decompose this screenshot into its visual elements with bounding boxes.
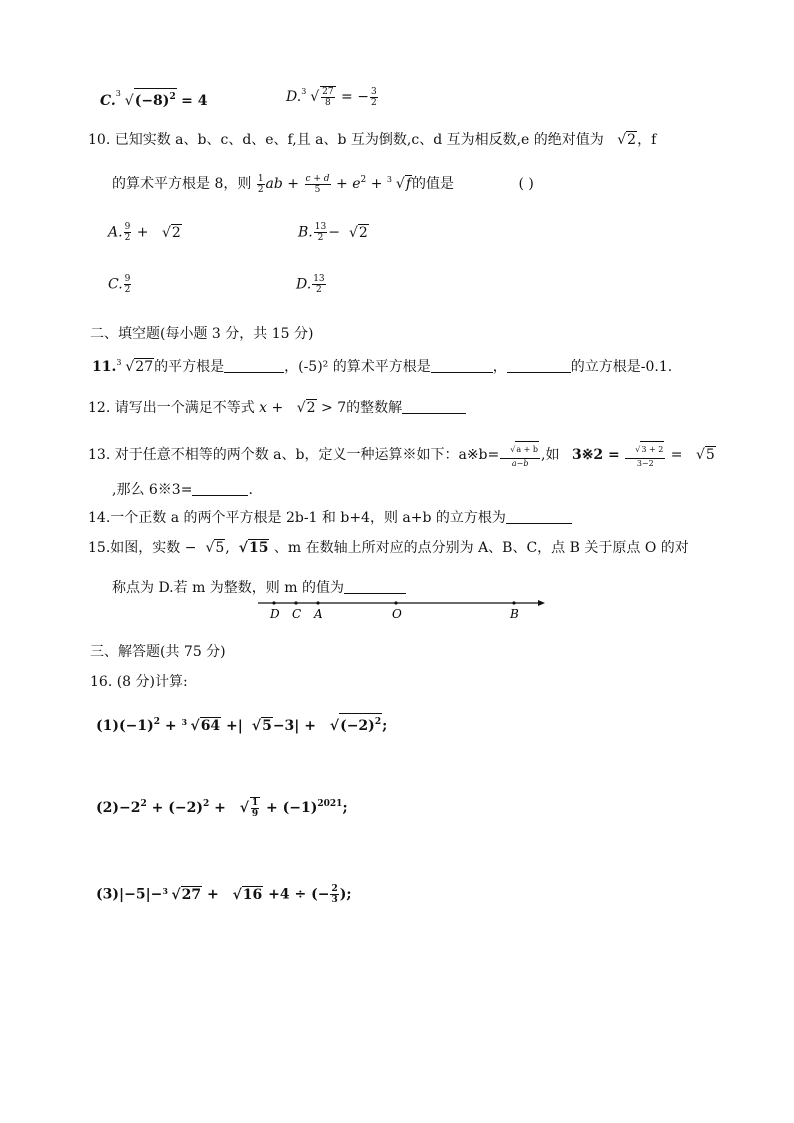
q11-number: 11. (92, 359, 117, 375)
q10-stem-tail: ，f (637, 132, 657, 148)
q13-line1: 13. 对于任意不相等的两个数 a、b，定义一种运算※如下：a※b= $\frac{√a + b}{a-b}$ ,如 3※2 = $\frac{√3 + 2}{3-2}$ = √5 (88, 441, 716, 469)
q10-stem-2: 的算术平方根是 8，则 (112, 176, 252, 192)
q10-option-b: B. $\frac{13}{2}$ − √2 (298, 222, 368, 243)
fraction-denominator: 8 (324, 98, 331, 108)
number-line-label-O: O (392, 607, 402, 621)
cube-root-sign: 3 √ $\frac{27}{8}$ (301, 87, 334, 108)
answer-blank[interactable] (224, 358, 284, 373)
number-line-label-D: D (270, 607, 280, 621)
q9-option-c-rhs: = 4 (181, 93, 208, 109)
sqrt-2: √2 (161, 224, 181, 241)
answer-blank[interactable] (431, 358, 493, 373)
answer-blank[interactable] (344, 579, 406, 594)
q15-question: 称点为 D.若 m 为整数，则 m 的值为 (112, 580, 344, 596)
cube-root-sign: 3 $√(-8)^2$ (115, 89, 176, 109)
q16-head: 16. (8 分)计算: (90, 674, 188, 690)
q16-part-3: (3)|−5|− 3 √27 + √16 +4 ÷ (− $\frac{2}{3}$ ); (96, 884, 352, 905)
fraction-numerator: 27 (322, 87, 334, 97)
q12-text: 12. 请写出一个满足不等式 (88, 400, 255, 416)
number-line-point-B (512, 601, 515, 604)
q10-line1 (88, 130, 656, 150)
q11-text-3: ， (492, 359, 507, 375)
part-label: (3) (96, 886, 119, 903)
answer-paren: ( ) (518, 176, 534, 192)
option-label: D. (296, 276, 312, 293)
q15-stem: 15.如图，实数 (88, 540, 181, 556)
q10-option-a: A. $\frac{9}{2}$ + √2 (108, 222, 181, 243)
q16-part-1: $(1)(-1)^2$ + 3 √64 +| $√5-3| + √(-2)^2$; (96, 712, 387, 736)
number-line-label-B: B (510, 607, 519, 621)
q13-mid: ,如 (541, 447, 560, 463)
q15-line2 (112, 578, 406, 598)
section-3-title: 三、解答题(共 75 分) (90, 644, 226, 660)
fraction-denominator: 2 (370, 97, 377, 108)
q13-example: 3※2 = (571, 447, 620, 463)
q10-option-c (108, 274, 132, 295)
q9-option-c-label: C. (100, 93, 116, 109)
q13-stem: 13. 对于任意不相等的两个数 a、b，定义一种运算※如下：a※b= (88, 447, 500, 463)
q14-text: 14.一个正数 a 的两个平方根是 2b-1 和 b+4，则 a+b 的立方根为 (88, 510, 506, 526)
fraction-numerator: 9 (124, 274, 131, 284)
number-line-label-C: C (292, 607, 302, 621)
q10-stem: 10. 已知实数 a、b、c、d、e、f,且 a、b 互为倒数,c、d 互为相反数,e 的绝对值为 (88, 132, 604, 148)
number-line-point-O (394, 601, 397, 604)
cube-root-sign: 3 √f (386, 175, 411, 192)
q11-text-1: 的平方根是 (154, 359, 225, 375)
fraction-numerator: 13 (313, 274, 325, 284)
fraction-denominator: 2 (124, 233, 131, 243)
arrow-right-icon (538, 600, 545, 606)
q15-stem-2: 、m 在数轴上所对应的点分别为 A、B、C，点 B 关于原点 O 的对 (273, 540, 689, 556)
fraction-numerator: 9 (124, 222, 131, 232)
sqrt-2: √2 (617, 132, 637, 148)
answer-blank[interactable] (507, 358, 571, 373)
sqrt-2: √2 (348, 224, 368, 241)
number-line-label-A: A (314, 607, 323, 621)
q11 (92, 357, 672, 377)
option-label: A. (108, 224, 123, 241)
q10-line2: 的算术平方根是 8，则 $\frac{1}{2}$ ab + $\frac{c + d}{5}$ + $e^2$ + 3 √f的值是 ( ) (112, 173, 534, 195)
section-2-title: 二、填空题(每小题 3 分，共 15 分) (90, 326, 314, 342)
number-line-point-D (272, 601, 275, 604)
fraction-numerator: 13 (314, 222, 327, 232)
part-label: (2) (96, 800, 119, 816)
q14 (88, 508, 572, 528)
q13-line2 (112, 480, 253, 500)
part-label: (1) (96, 718, 119, 734)
fraction-denominator: 2 (124, 285, 131, 295)
q10-stem-3: 的值是 (412, 176, 454, 192)
fraction-denominator: 2 (316, 285, 322, 295)
number-line-point-C (294, 601, 297, 604)
sqrt-2: √2 (296, 400, 316, 416)
q9-option-d (286, 86, 379, 108)
cube-root-sign: 3 √27 (116, 358, 154, 375)
answer-blank[interactable] (402, 399, 466, 414)
answer-blank[interactable] (506, 509, 572, 524)
q9-option-d-label: D. (286, 89, 302, 105)
q9-option-c (100, 88, 208, 111)
q15-line1: 15.如图，实数 − √5, √15 、m 在数轴上所对应的点分别为 A、B、C，点 B 关于原点 O 的对 (88, 540, 689, 556)
q12: 12. 请写出一个满足不等式 x + √2 > 7的整数解 (88, 398, 466, 418)
q11-text-2: ，(-5)² 的算术平方根是 (284, 359, 431, 375)
option-label: B. (298, 224, 313, 241)
q9-option-d-rhs: = − (341, 89, 369, 105)
q13-question: ,那么 6※3= (112, 482, 193, 498)
q13-end: . (248, 482, 253, 498)
fraction-denominator: 2 (317, 233, 324, 243)
q12-tail: 的整数解 (346, 400, 403, 416)
q16-part-2: $(2)-2^2 + (-2)^2$ + √ $\frac{1}{9}$ + $(-1)^{2021}$; (96, 798, 348, 819)
number-line (256, 598, 546, 622)
q10-option-d (296, 274, 327, 295)
number-line-point-A (316, 601, 319, 604)
option-label: C. (108, 276, 123, 293)
answer-blank[interactable] (192, 481, 248, 496)
q11-text-4: 的立方根是-0.1. (570, 359, 673, 375)
fraction-numerator: 3 (370, 86, 377, 97)
